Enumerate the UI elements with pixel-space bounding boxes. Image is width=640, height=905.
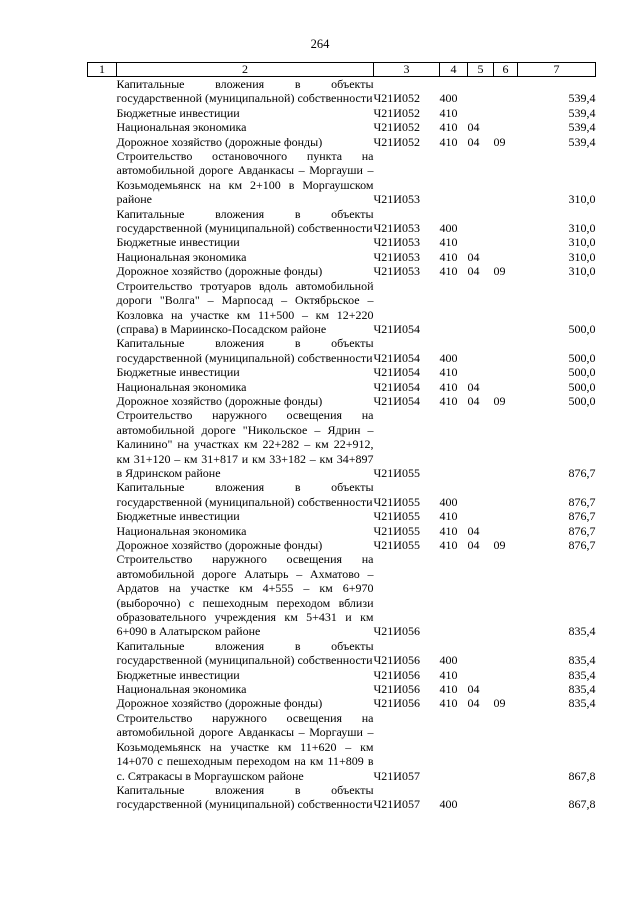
section: [468, 77, 494, 106]
item-name: Капитальные вложения в объекты государственной (муниципальной) собственности: [116, 638, 374, 668]
target-code: Ч21И053: [373, 264, 420, 279]
table-row: [88, 509, 596, 523]
item-name: Капитальные вложения в объекты государственной (муниципальной) собственности: [116, 206, 374, 236]
amount: 876,7: [568, 538, 596, 552]
subsection: [494, 77, 518, 106]
section: 04: [467, 249, 480, 264]
item-name: Строительство наружного освещения на автомобильной дороге Алатырь – Ахматово – Ардатов на участке км 4+555 – км 6+970 (выборочно) с пешеходным переходом вблизи образовательного учреждения км 5+431 и км 6+090 в Алатырском районе: [116, 552, 374, 639]
expense-type: 410: [439, 249, 458, 264]
target-code: Ч21И056: [373, 653, 420, 668]
amount: 835,4: [568, 682, 596, 697]
amount: 539,4: [568, 105, 596, 120]
table-row: [88, 120, 596, 134]
amount: 500,0: [568, 365, 596, 380]
target-code: Ч21И052: [373, 120, 420, 135]
col1: [88, 264, 117, 278]
section: 04: [467, 393, 480, 408]
table-row: [88, 235, 596, 249]
table-row: [88, 696, 596, 710]
section: [468, 207, 494, 236]
expense-type: 410: [439, 379, 458, 394]
table-row: [88, 783, 596, 812]
target-code: Ч21И053: [373, 192, 420, 207]
amount: 876,7: [568, 509, 596, 524]
subsection: [494, 509, 518, 523]
table-row: [88, 106, 596, 120]
expense-type: 410: [439, 134, 458, 149]
col1: [88, 120, 117, 134]
subsection: [494, 711, 518, 783]
target-code: Ч21И056: [373, 624, 420, 639]
col1: [88, 711, 117, 783]
subsection: 09: [493, 393, 506, 408]
amount: 835,4: [568, 667, 596, 682]
section: [468, 639, 494, 668]
expense-type: 400: [439, 494, 458, 509]
section: [468, 365, 494, 379]
col1: [88, 783, 117, 812]
target-code: Ч21И054: [373, 350, 420, 365]
expense-type: 410: [439, 509, 458, 524]
item-name: Национальная экономика: [116, 523, 247, 538]
table-row: [88, 711, 596, 783]
item-name: Дорожное хозяйство (дорожные фонды): [116, 264, 323, 279]
col1: [88, 235, 117, 249]
table-row: [88, 408, 596, 480]
item-name: Бюджетные инвестиции: [116, 365, 240, 380]
column-header-7: 7: [518, 63, 596, 77]
amount: 867,8: [568, 768, 596, 783]
expense-type: [440, 408, 468, 480]
amount: 539,4: [568, 134, 596, 149]
expense-type: 410: [439, 105, 458, 120]
expense-type: 410: [439, 393, 458, 408]
subsection: [494, 682, 518, 696]
table-body: [88, 77, 596, 812]
section: 04: [467, 134, 480, 149]
column-header-5: 5: [468, 63, 494, 77]
section: [468, 552, 494, 638]
section: [468, 149, 494, 207]
amount: 835,4: [568, 624, 596, 639]
item-name: Капитальные вложения в объекты государственной (муниципальной) собственности: [116, 480, 374, 509]
amount: 867,8: [568, 797, 596, 812]
subsection: [494, 480, 518, 509]
amount: 539,4: [568, 120, 596, 135]
item-name: Строительство остановочного пункта на автомобильной дороге Авданкасы – Моргауши – Козьмодемьянск на км 2+100 в Моргаушском районе: [116, 149, 374, 207]
table-row: [88, 207, 596, 236]
expense-type: 410: [439, 523, 458, 538]
item-name: Капитальные вложения в объекты государственной (муниципальной) собственности: [116, 336, 374, 365]
col1: [88, 552, 117, 638]
section: [468, 668, 494, 682]
target-code: Ч21И055: [373, 465, 420, 480]
subsection: [494, 408, 518, 480]
target-code: Ч21И054: [373, 321, 420, 336]
col1: [88, 639, 117, 668]
subsection: 09: [493, 538, 506, 552]
target-code: Ч21И053: [373, 249, 420, 264]
target-code: Ч21И057: [373, 797, 420, 812]
subsection: [494, 120, 518, 134]
amount: 835,4: [568, 653, 596, 668]
amount: 539,4: [568, 91, 596, 106]
target-code: Ч21И052: [373, 134, 420, 149]
item-name: Национальная экономика: [116, 120, 247, 135]
section: [468, 509, 494, 523]
col1: [88, 682, 117, 696]
col1: [88, 524, 117, 538]
amount: 310,0: [568, 264, 596, 279]
section: 04: [467, 538, 480, 552]
column-header-3: 3: [374, 63, 440, 77]
expense-type: 410: [439, 696, 458, 711]
amount: 876,7: [568, 523, 596, 538]
col1: [88, 365, 117, 379]
section: 04: [467, 120, 480, 135]
target-code: Ч21И056: [373, 696, 420, 711]
table-row: [88, 394, 596, 408]
target-code: Ч21И052: [373, 91, 420, 106]
expense-type: [440, 711, 468, 783]
subsection: [494, 783, 518, 812]
table-row: [88, 480, 596, 509]
amount: 500,0: [568, 379, 596, 394]
item-name: Национальная экономика: [116, 249, 247, 264]
target-code: Ч21И054: [373, 379, 420, 394]
section: 04: [467, 523, 480, 538]
subsection: 09: [493, 696, 506, 711]
section: [468, 783, 494, 812]
page-number: 264: [310, 37, 330, 51]
subsection: [494, 106, 518, 120]
item-name: Бюджетные инвестиции: [116, 509, 240, 524]
section: [468, 480, 494, 509]
col1: [88, 207, 117, 236]
item-name: Капитальные вложения в объекты государственной (муниципальной) собственности: [116, 782, 374, 812]
expense-type: 410: [439, 538, 458, 552]
section: 04: [467, 682, 480, 697]
item-name: Дорожное хозяйство (дорожные фонды): [116, 696, 323, 711]
item-name: Бюджетные инвестиции: [116, 667, 240, 682]
expense-type: 410: [439, 667, 458, 682]
subsection: [494, 250, 518, 264]
amount: 500,0: [568, 321, 596, 336]
table-row: [88, 336, 596, 365]
item-name: Строительство тротуаров вдоль автомобильной дороги "Волга" – Марпосад – Октябрьское – Козловка на участке км 11+500 – км 12+220 (справа) в Мариинско-Посадском районе: [116, 278, 374, 336]
section: [468, 106, 494, 120]
column-header-6: 6: [494, 63, 518, 77]
subsection: [494, 207, 518, 236]
section: [468, 235, 494, 249]
table-row: [88, 149, 596, 207]
target-code: Ч21И056: [373, 667, 420, 682]
budget-table: [87, 62, 596, 812]
subsection: [494, 524, 518, 538]
col1: [88, 135, 117, 149]
target-code: Ч21И052: [373, 105, 420, 120]
table-row: [88, 639, 596, 668]
subsection: [494, 149, 518, 207]
section: [468, 336, 494, 365]
target-code: Ч21И055: [373, 523, 420, 538]
target-code: Ч21И057: [373, 768, 420, 783]
col1: [88, 380, 117, 394]
target-code: Ч21И053: [373, 235, 420, 250]
section: 04: [467, 696, 480, 711]
col1: [88, 538, 117, 552]
expense-type: [440, 149, 468, 207]
section: 04: [467, 264, 480, 279]
item-name: Дорожное хозяйство (дорожные фонды): [116, 393, 323, 408]
col1: [88, 250, 117, 264]
subsection: [494, 365, 518, 379]
target-code: Ч21И056: [373, 682, 420, 697]
target-code: Ч21И054: [373, 365, 420, 380]
table-header-row: [88, 63, 596, 77]
subsection: 09: [493, 134, 506, 149]
col1: [88, 480, 117, 509]
item-name: Дорожное хозяйство (дорожные фонды): [116, 134, 323, 149]
expense-type: 400: [439, 221, 458, 236]
item-name: Капитальные вложения в объекты государственной (муниципальной) собственности: [116, 77, 374, 106]
subsection: [494, 552, 518, 638]
table-row: [88, 264, 596, 278]
expense-type: [440, 552, 468, 638]
col1: [88, 106, 117, 120]
item-name: Дорожное хозяйство (дорожные фонды): [116, 538, 323, 552]
subsection: [494, 235, 518, 249]
table-row: [88, 538, 596, 552]
amount: 310,0: [568, 192, 596, 207]
column-header-4: 4: [440, 63, 468, 77]
item-name: Строительство наружного освещения на автомобильной дороге "Никольское – Ядрин – Калинино" на участках км 22+282 – км 22+912, км 31+120 – км 31+817 и км 33+182 – км 34+897 в Ядринском районе: [116, 408, 374, 480]
table-row: [88, 77, 596, 106]
expense-type: 410: [439, 264, 458, 279]
expense-type: 400: [439, 91, 458, 106]
col1: [88, 77, 117, 106]
amount: 500,0: [568, 393, 596, 408]
expense-type: 400: [439, 797, 458, 812]
expense-type: 410: [439, 120, 458, 135]
expense-type: [440, 279, 468, 337]
col1: [88, 279, 117, 337]
section: [468, 408, 494, 480]
subsection: [494, 279, 518, 337]
subsection: [494, 380, 518, 394]
amount: 876,7: [568, 465, 596, 480]
amount: 835,4: [568, 696, 596, 711]
table-row: [88, 552, 596, 638]
column-header-2: 2: [117, 63, 374, 77]
subsection: [494, 668, 518, 682]
col1: [88, 668, 117, 682]
target-code: Ч21И053: [373, 221, 420, 236]
col1: [88, 149, 117, 207]
column-header-1: 1: [88, 63, 117, 77]
subsection: [494, 336, 518, 365]
item-name: Национальная экономика: [116, 379, 247, 394]
subsection: [494, 639, 518, 668]
table-row: [88, 668, 596, 682]
table-row: [88, 365, 596, 379]
col1: [88, 394, 117, 408]
expense-type: 410: [439, 235, 458, 250]
item-name: Бюджетные инвестиции: [116, 235, 240, 250]
table-row: [88, 279, 596, 337]
amount: 310,0: [568, 235, 596, 250]
table-row: [88, 135, 596, 149]
table-row: [88, 682, 596, 696]
amount: 876,7: [568, 494, 596, 509]
target-code: Ч21И055: [373, 509, 420, 524]
item-name: Национальная экономика: [116, 682, 247, 697]
item-name: Бюджетные инвестиции: [116, 105, 240, 120]
section: 04: [467, 379, 480, 394]
section: [468, 279, 494, 337]
amount: 310,0: [568, 249, 596, 264]
expense-type: 410: [439, 365, 458, 380]
expense-type: 400: [439, 653, 458, 668]
table-row: [88, 250, 596, 264]
col1: [88, 408, 117, 480]
target-code: Ч21И055: [373, 494, 420, 509]
target-code: Ч21И055: [373, 538, 420, 552]
amount: 500,0: [568, 350, 596, 365]
expense-type: 410: [439, 682, 458, 697]
target-code: Ч21И054: [373, 393, 420, 408]
col1: [88, 509, 117, 523]
expense-type: 400: [439, 350, 458, 365]
table-row: [88, 380, 596, 394]
amount: 310,0: [568, 221, 596, 236]
item-name: Строительство наружного освещения на автомобильной дороге Авданкасы – Моргауши – Козьмодемьянск на участке км 11+620 – км 14+070 с пешеходным переходом на км 11+809 в с. Сятракасы в Моргаушском районе: [116, 710, 374, 783]
col1: [88, 336, 117, 365]
col1: [88, 696, 117, 710]
table-row: [88, 524, 596, 538]
subsection: 09: [493, 264, 506, 279]
section: [468, 711, 494, 783]
